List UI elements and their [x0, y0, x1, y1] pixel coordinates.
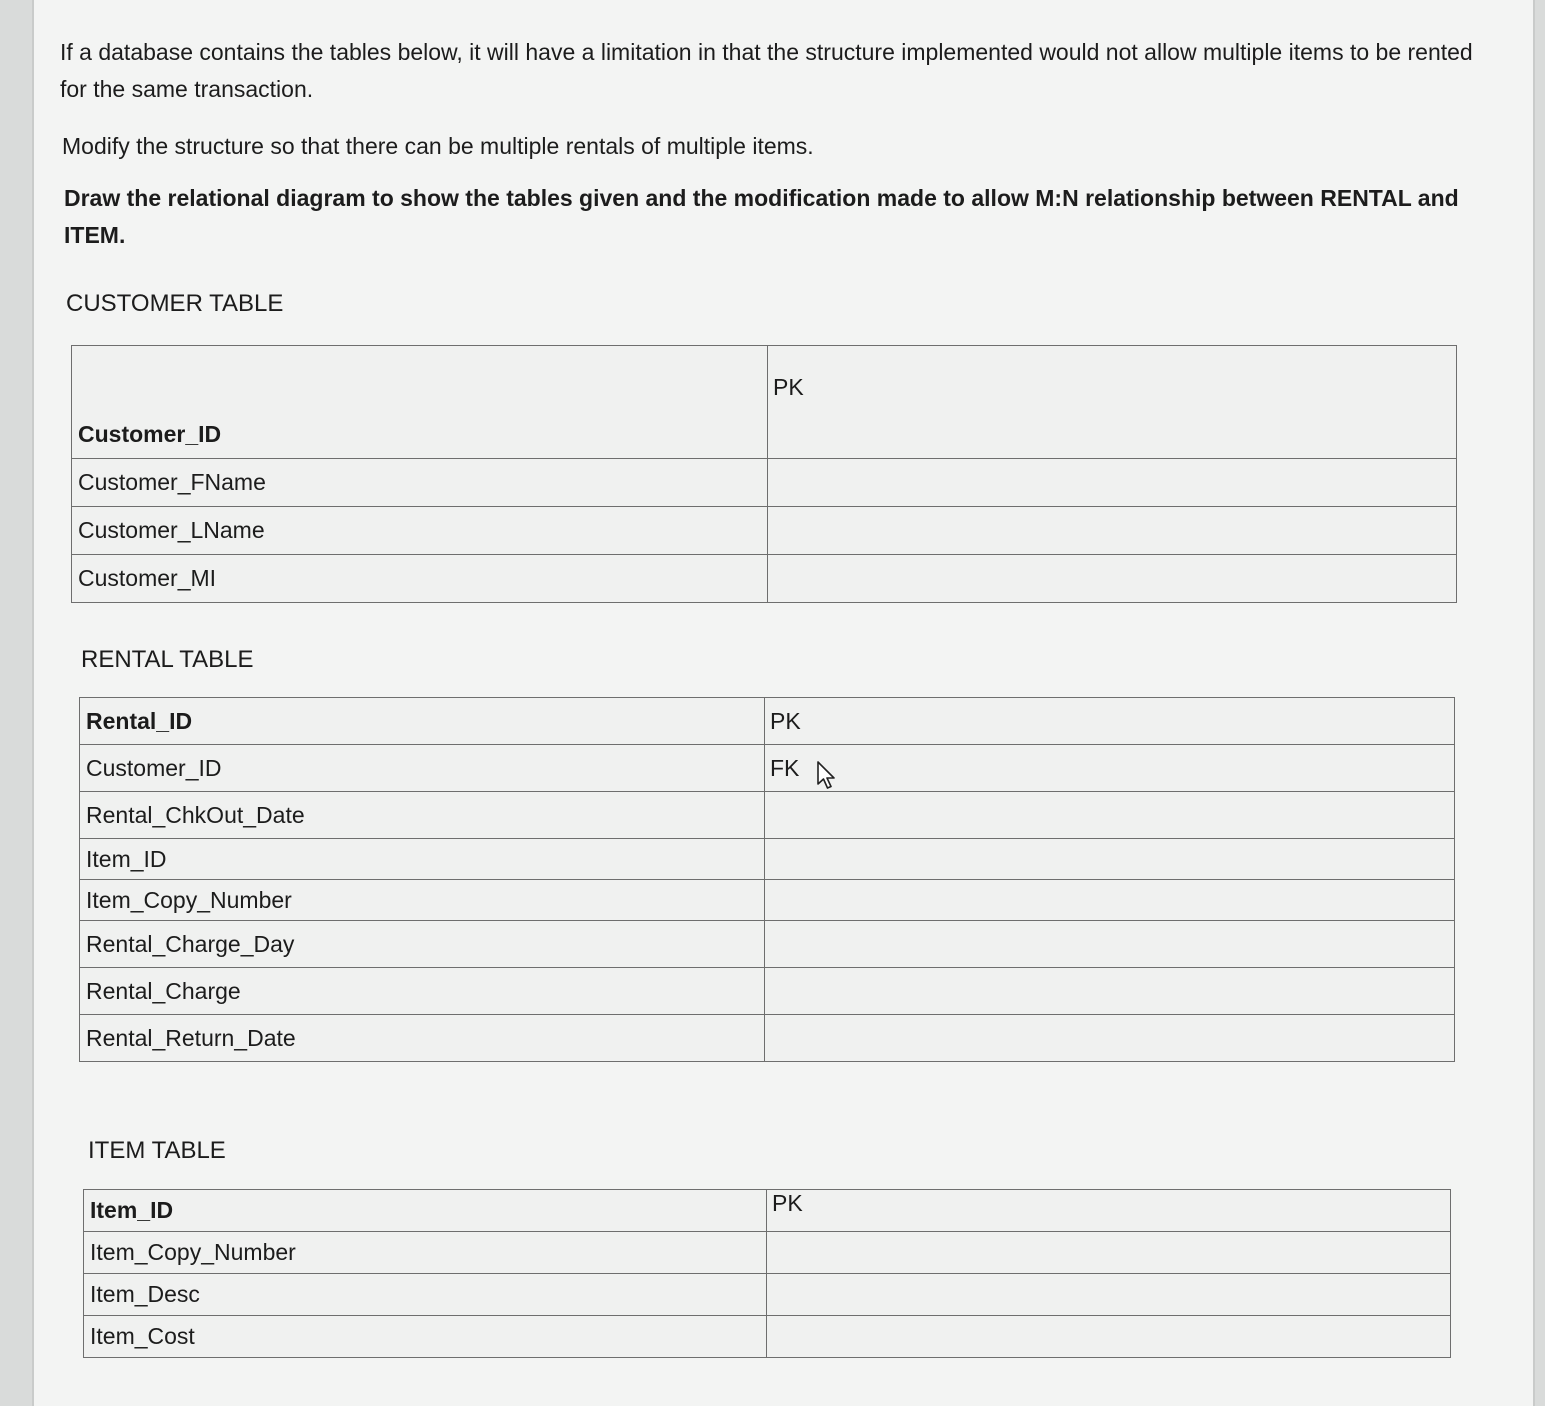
attribute-cell: Item_Desc	[84, 1274, 767, 1316]
attribute-cell: Item_Copy_Number	[84, 1232, 767, 1274]
table-row	[84, 1316, 1451, 1358]
table-row	[84, 1274, 1451, 1316]
attribute-cell: Rental_Charge	[80, 968, 765, 1015]
attribute-cell: Rental_ChkOut_Date	[80, 792, 765, 839]
attribute-cell: Item_Cost	[84, 1316, 767, 1358]
attribute-cell: Customer_MI	[72, 555, 768, 603]
attribute-cell: Item_Copy_Number	[80, 880, 765, 921]
table-row	[80, 880, 1455, 921]
table-row	[80, 921, 1455, 968]
rental-table	[79, 697, 1455, 1062]
key-cell	[768, 459, 1457, 507]
key-cell	[765, 839, 1455, 880]
table-row	[84, 1190, 1451, 1232]
rental-table-title: RENTAL TABLE	[81, 646, 254, 673]
attribute-cell: Customer_LName	[72, 507, 768, 555]
table-row	[72, 346, 1457, 459]
document-page	[32, 0, 1535, 1406]
customer-table	[71, 345, 1457, 603]
key-cell	[768, 507, 1457, 555]
customer-table-title: CUSTOMER TABLE	[66, 290, 284, 317]
attribute-cell: Rental_Charge_Day	[80, 921, 765, 968]
key-cell	[765, 921, 1455, 968]
table-row	[72, 555, 1457, 603]
item-table-title: ITEM TABLE	[88, 1137, 226, 1164]
mouse-pointer-icon	[816, 760, 838, 792]
intro-paragraph-modify: Modify the structure so that there can be multiple rentals of multiple items.	[62, 133, 814, 159]
attribute-cell: Rental_Return_Date	[80, 1015, 765, 1062]
key-cell: PK	[768, 346, 1457, 459]
intro-paragraph-limitation: If a database contains the tables below, it will have a limitation in that the structure implemented would not allow multiple items to be rented for the same transaction.	[60, 39, 1473, 102]
key-cell	[767, 1232, 1451, 1274]
table-row	[80, 698, 1455, 745]
attribute-cell: Rental_ID	[80, 698, 765, 745]
key-cell: PK	[767, 1190, 1451, 1232]
item-table	[83, 1189, 1451, 1358]
attribute-cell: Item_ID	[80, 839, 765, 880]
key-cell	[767, 1274, 1451, 1316]
table-row	[80, 1015, 1455, 1062]
key-cell: FK	[765, 745, 1455, 792]
table-row	[80, 745, 1455, 792]
key-cell	[765, 1015, 1455, 1062]
table-row	[80, 968, 1455, 1015]
attribute-cell: Customer_FName	[72, 459, 768, 507]
table-row	[72, 507, 1457, 555]
key-cell: PK	[765, 698, 1455, 745]
table-row	[80, 792, 1455, 839]
attribute-cell: Customer_ID	[72, 346, 768, 459]
key-cell	[767, 1316, 1451, 1358]
table-row	[72, 459, 1457, 507]
table-row	[80, 839, 1455, 880]
key-cell	[768, 555, 1457, 603]
intro-paragraph-instruction: Draw the relational diagram to show the tables given and the modification made to allow M:N relationship between RENTAL and ITEM.	[64, 185, 1459, 248]
table-row	[84, 1232, 1451, 1274]
attribute-cell: Customer_ID	[80, 745, 765, 792]
key-cell	[765, 968, 1455, 1015]
key-cell	[765, 792, 1455, 839]
attribute-cell: Item_ID	[84, 1190, 767, 1232]
key-cell	[765, 880, 1455, 921]
